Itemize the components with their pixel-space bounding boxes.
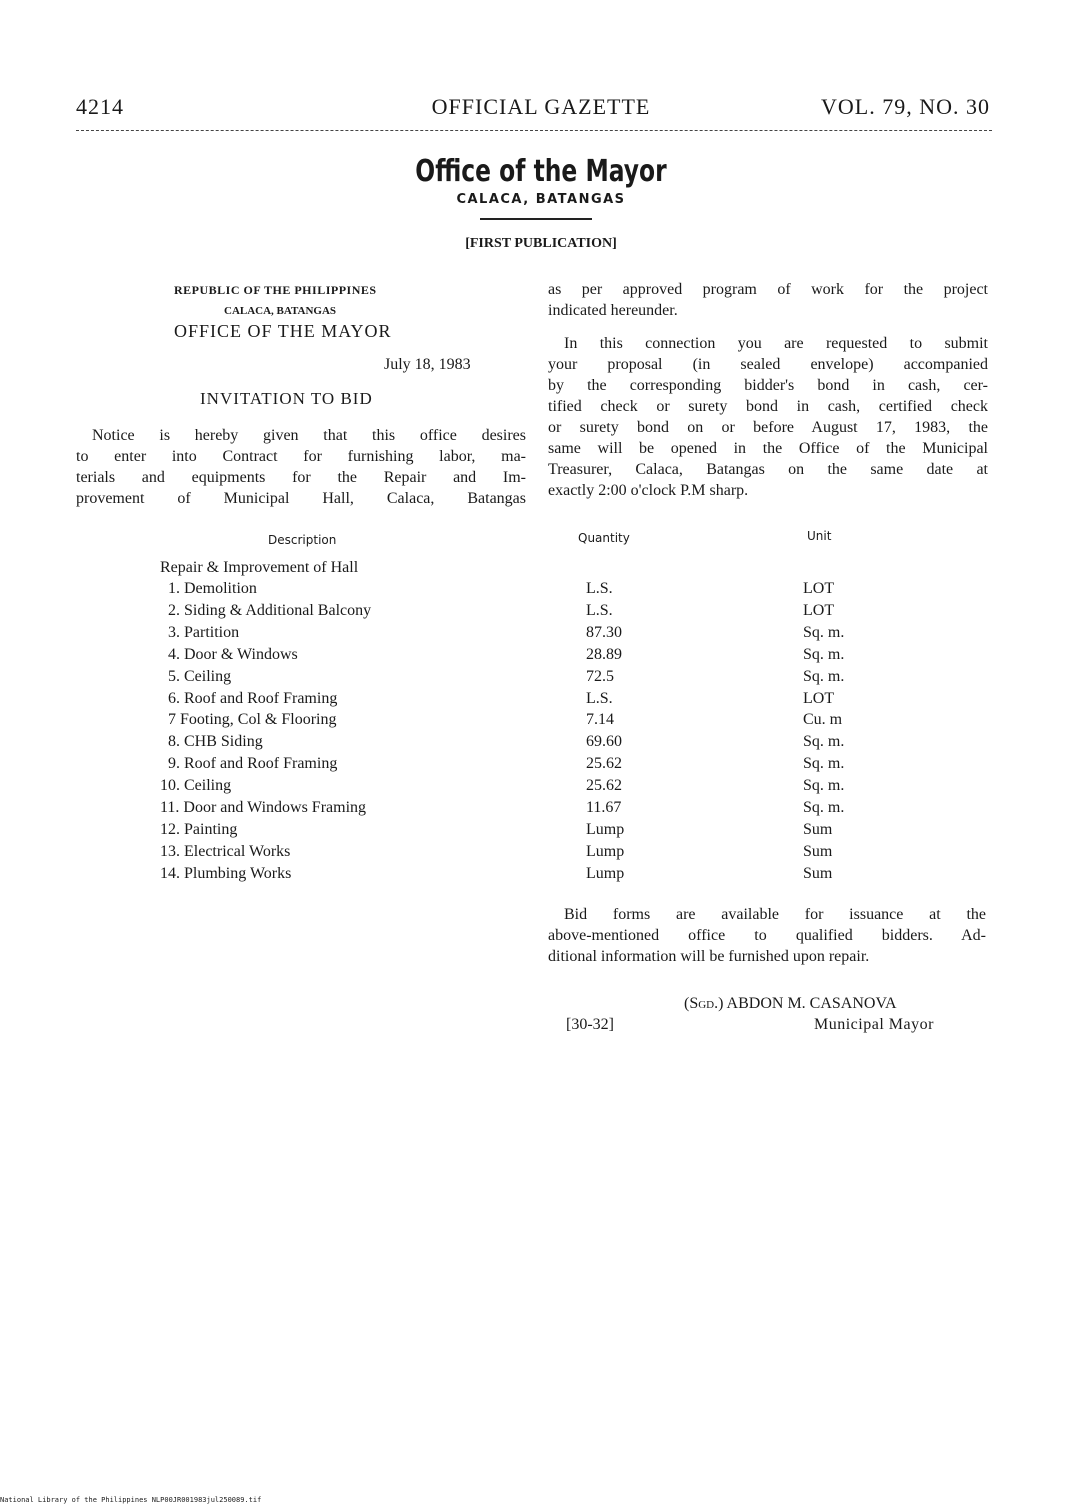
row-description: 2. Siding & Additional Balcony [168,602,372,619]
text-line: to enter into Contract for furnishing labor, ma- [76,448,526,465]
bid-forms-paragraph [548,904,986,967]
row-unit: Sq. m. [803,799,845,816]
row-quantity: Lump [586,821,625,838]
row-unit: Cu. m [803,711,843,728]
text-line: same will be opened in the Office of the Municipal [548,440,988,457]
text-line: by the corresponding bidder's bond in cash, cer- [548,377,988,394]
row-unit: Sq. m. [803,755,845,772]
row-description: 5. Ceiling [168,668,232,685]
letterhead-office: OFFICE OF THE MAYOR [174,321,392,341]
row-quantity: 69.60 [586,733,622,750]
row-description: 14. Plumbing Works [160,865,292,882]
volume-number: VOL. 79, NO. 30 [821,94,990,119]
row-quantity: L.S. [586,602,613,619]
column-header-unit: Unit [807,529,832,543]
letterhead-municipality: CALACA, BATANGAS [224,305,337,317]
row-unit: Sum [803,865,833,882]
row-unit: LOT [803,602,835,619]
notice-paragraph [76,425,526,509]
row-unit: Sum [803,843,833,860]
text-line: ditional information will be furnished upon repair. [548,948,870,965]
row-quantity: 11.67 [586,799,622,816]
text-line: In this connection you are requested to submit [564,335,988,352]
notice-title: INVITATION TO BID [200,389,373,408]
signature-title: Municipal Mayor [814,1016,934,1033]
connection-paragraph [548,333,988,501]
text-line: Notice is hereby given that this office desires [92,427,526,444]
publication-title: OFFICIAL GAZETTE [431,94,651,119]
row-unit: Sq. m. [803,668,845,685]
row-quantity: Lump [586,843,625,860]
row-description: 4. Door & Windows [168,646,298,663]
row-quantity: 25.62 [586,777,622,794]
text-line: as per approved program of work for the project [548,281,988,298]
scan-footer: National Library of the Philippines NLP00JR001983jul250089.tif [0,1496,262,1504]
row-unit: Sq. m. [803,646,845,663]
signature-name: (Sgd.) ABDON M. CASANOVA [684,995,897,1012]
row-quantity: 7.14 [586,711,614,728]
text-line: above-mentioned office to qualified bidders. Ad- [548,927,986,944]
row-description: 12. Painting [160,821,238,838]
text-line: indicated hereunder. [548,302,678,319]
text-line: exactly 2:00 o'clock P.M sharp. [548,482,749,499]
row-quantity: 72.5 [586,668,614,685]
column-header-quantity: Quantity [578,531,630,545]
notice-date: July 18, 1983 [384,356,471,373]
notice-continuation [548,279,988,321]
row-description: 1. Demolition [168,580,257,597]
row-quantity: Lump [586,865,625,882]
row-quantity: L.S. [586,690,613,707]
row-unit: LOT [803,580,835,597]
text-line: Bid forms are available for issuance at the [564,906,986,923]
office-title: Office of the Mayor [415,154,667,189]
row-description: 8. CHB Siding [168,733,263,750]
text-line: or surety bond on or before August 17, 1983, the [548,419,988,436]
text-line: tified check or surety bond in cash, certified check [548,398,988,415]
text-line: Treasurer, Calaca, Batangas on the same date at [548,461,988,478]
row-description: 9. Roof and Roof Framing [168,755,338,772]
issue-reference: [30-32] [566,1016,614,1033]
row-description: 11. Door and Windows Framing [160,799,367,816]
table-group-label: Repair & Improvement of Hall [160,559,359,576]
row-quantity: 28.89 [586,646,622,663]
column-header-description: Description [268,533,337,547]
title-rule [480,218,592,220]
text-line: terials and equipments for the Repair and Im- [76,469,526,486]
letterhead-republic: REPUBLIC OF THE PHILIPPINES [174,283,377,297]
row-description: 6. Roof and Roof Framing [168,690,338,707]
row-unit: LOT [803,690,835,707]
office-location: CALACA, BATANGAS [456,192,626,207]
header-rule [76,130,992,131]
row-description: 10. Ceiling [160,777,232,794]
row-description: 3. Partition [168,624,240,641]
row-unit: Sum [803,821,833,838]
row-quantity: 87.30 [586,624,622,641]
row-quantity: L.S. [586,580,613,597]
publication-note: [FIRST PUBLICATION] [465,236,617,251]
row-description: 13. Electrical Works [160,843,291,860]
row-description: 7 Footing, Col & Flooring [168,711,337,728]
text-line: provement of Municipal Hall, Calaca, Batangas [76,490,526,507]
row-quantity: 25.62 [586,755,622,772]
row-unit: Sq. m. [803,624,845,641]
row-unit: Sq. m. [803,733,845,750]
text-line: your proposal (in sealed envelope) accompanied [548,356,988,373]
row-unit: Sq. m. [803,777,845,794]
page-number: 4214 [76,94,124,119]
